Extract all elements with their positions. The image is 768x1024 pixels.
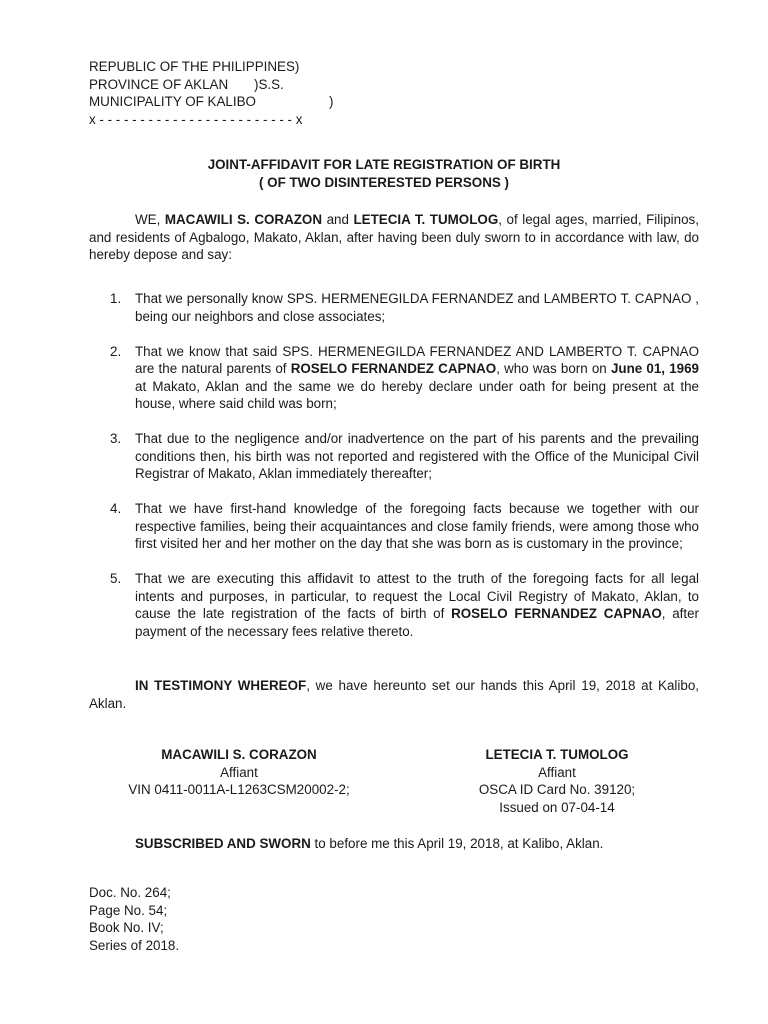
venue-municipality-label: MUNICIPALITY OF KALIBO <box>89 94 256 109</box>
title-line-2: ( OF TWO DISINTERESTED PERSONS ) <box>259 175 509 190</box>
list-item <box>110 430 699 483</box>
venue-paren: ) <box>329 94 334 109</box>
item-number: 1. <box>110 291 122 306</box>
venue-separator: x - - - - - - - - - - - - - - - - - - - - - - - - x <box>89 111 303 127</box>
list-item <box>110 570 699 640</box>
venue-province-label: PROVINCE OF AKLAN <box>89 76 229 92</box>
doc-number: Doc. No. 264; <box>89 885 171 900</box>
title-line-1: JOINT-AFFIDAVIT FOR LATE REGISTRATION OF BIRTH <box>207 157 561 172</box>
testimony-text: , we have hereunto set our hands this April 19, 2018 at Kalibo, Aklan. <box>89 678 699 711</box>
list-item <box>110 343 699 413</box>
birth-date: June 01, 1969 <box>610 361 699 376</box>
list-item <box>110 290 699 325</box>
item-text: That due to the negligence and/or inadvertence on the part of his parents and the prevailing conditions then, his birth was not reported and registered with the Office of the Municipal Civil Registrar of Makato, Aklan immediately thereafter; <box>135 431 699 481</box>
testimony-paragraph <box>89 677 699 712</box>
series-year: Series of 2018. <box>89 937 180 953</box>
item-text-post: at Makato, Aklan and the same we do hereby declare under oath for being present at the house, where said child was born; <box>135 378 699 411</box>
signatory-2-id: OSCA ID Card No. 39120; <box>478 782 636 797</box>
intro-and: and <box>326 212 349 227</box>
item-text-post: , after payment of the necessary fees relative thereto. <box>135 606 699 639</box>
venue-block <box>89 58 389 128</box>
affiant-2-name: LETECIA T. TUMOLOG <box>353 212 499 227</box>
signature-block-1 <box>89 746 389 799</box>
jurat-text: to before me this April 19, 2018, at Kalibo, Aklan. <box>310 836 604 851</box>
item-text-mid: , who was born on <box>496 361 611 376</box>
signatory-1-name: MACAWILI S. CORAZON <box>161 747 317 762</box>
jurat-heading: SUBSCRIBED AND SWORN <box>135 836 311 851</box>
notarial-register-block <box>89 884 179 954</box>
venue-republic: REPUBLIC OF THE PHILIPPINES) <box>89 59 300 74</box>
statements-list <box>110 290 699 658</box>
list-item <box>110 500 699 553</box>
page-number: Page No. 54; <box>89 902 168 918</box>
intro-we: WE, <box>135 212 161 227</box>
intro-rest: , of legal ages, married, Filipinos, and residents of Agbalogo, Makato, Aklan, after having been duly sworn to in accordance with law, do hereby depose and say: <box>89 212 699 262</box>
jurat-paragraph <box>89 835 699 853</box>
item-text-pre: That we are executing this affidavit to attest to the truth of the foregoing facts for all legal intents and purposes, in particular, to request the Local Civil Registry of Makato, Aklan, to cause the late registration of the facts of birth of <box>135 571 699 621</box>
child-name: ROSELO FERNANDEZ CAPNAO <box>451 606 662 621</box>
document-title <box>0 156 768 192</box>
item-number: 4. <box>110 501 122 516</box>
signatory-1-role: Affiant <box>220 764 258 780</box>
signatory-2-name: LETECIA T. TUMOLOG <box>485 747 629 762</box>
signatory-1-id: VIN 0411-0011A-L1263CSM20002-2; <box>128 782 350 797</box>
item-number: 5. <box>110 571 122 586</box>
child-name: ROSELO FERNANDEZ CAPNAO <box>290 361 497 376</box>
item-number: 2. <box>110 343 122 359</box>
item-text: That we have first-hand knowledge of the foregoing facts because we together with our respective families, being their acquaintances and close family friends, were among those who first visited her and her mother on the day that she was born as is customary in the province; <box>135 501 699 551</box>
affiant-1-name: MACAWILI S. CORAZON <box>164 212 323 227</box>
item-text-pre: That we know that said SPS. HERMENEGILDA FERNANDEZ AND LAMBERTO T. CAPNAO are the natural parents of <box>135 343 699 376</box>
venue-ss: )S.S. <box>254 76 284 92</box>
item-number: 3. <box>110 431 122 446</box>
venue-province <box>89 76 389 94</box>
signatory-2-role: Affiant <box>538 764 576 780</box>
intro-paragraph <box>89 211 699 264</box>
venue-municipality <box>89 93 389 111</box>
signature-block-2 <box>407 746 707 816</box>
signatory-2-issued: Issued on 07-04-14 <box>499 799 615 815</box>
item-text: That we personally know SPS. HERMENEGILDA FERNANDEZ and LAMBERTO T. CAPNAO , being our neighbors and close associates; <box>135 291 699 324</box>
book-number: Book No. IV; <box>89 920 164 935</box>
testimony-heading: IN TESTIMONY WHEREOF <box>135 678 307 693</box>
